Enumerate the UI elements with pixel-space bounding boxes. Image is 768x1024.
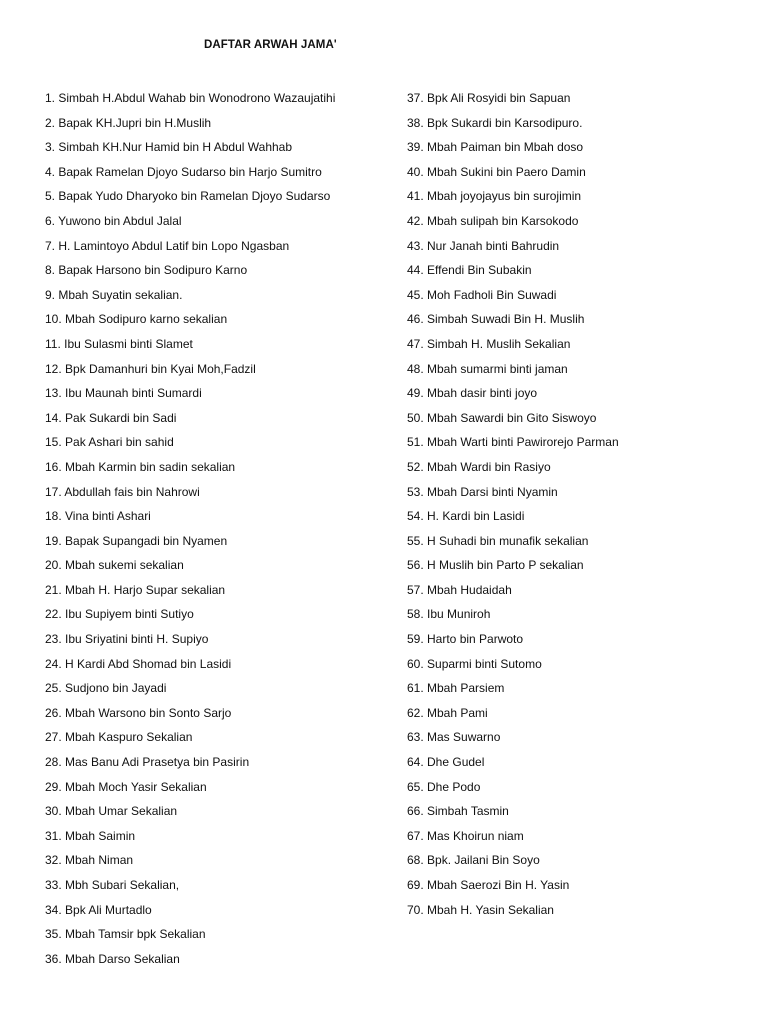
list-item: 41. Mbah joyojayus bin surojimin	[407, 189, 582, 204]
list-item: 46. Simbah Suwadi Bin H. Muslih	[407, 312, 585, 327]
list-item: 1. Simbah H.Abdul Wahab bin Wonodrono Wazaujatihi	[45, 91, 336, 105]
list-item: 57. Mbah Hudaidah	[407, 582, 512, 597]
list-item: 50. Mbah Sawardi bin Gito Siswoyo	[407, 410, 597, 425]
list-item: 68. Bpk. Jailani Bin Soyo	[407, 853, 540, 868]
left-name-list	[45, 86, 395, 971]
list-item: 3. Simbah KH.Nur Hamid bin H Abdul Wahhab	[45, 140, 293, 155]
list-item: 36. Mbah Darso Sekalian	[45, 951, 180, 966]
list-item: 58. Ibu Muniroh	[407, 607, 491, 622]
list-item: 9. Mbah Suyatin sekalian.	[45, 287, 183, 302]
list-item: 8. Bapak Harsono bin Sodipuro Karno	[45, 263, 248, 278]
list-item: 22. Ibu Supiyem binti Sutiyo	[45, 607, 194, 622]
list-item: 10. Mbah Sodipuro karno sekalian	[45, 312, 228, 327]
list-item: 54. H. Kardi bin Lasidi	[407, 509, 525, 524]
list-item: 33. Mbh Subari Sekalian,	[45, 878, 180, 892]
list-item: 63. Mas Suwarno	[407, 730, 501, 745]
list-item: 20. Mbah sukemi sekalian	[45, 558, 184, 573]
list-item: 44. Effendi Bin Subakin	[407, 263, 532, 278]
list-item: 29. Mbah Moch Yasir Sekalian	[45, 779, 207, 794]
list-item: 60. Suparmi binti Sutomo	[407, 656, 542, 671]
list-item: 13. Ibu Maunah binti Sumardi	[45, 386, 202, 401]
list-item: 70. Mbah H. Yasin Sekalian	[407, 902, 554, 917]
list-item: 45. Moh Fadholi Bin Suwadi	[407, 287, 557, 302]
list-item: 53. Mbah Darsi binti Nyamin	[407, 484, 558, 499]
list-item: 55. H Suhadi bin munafik sekalian	[407, 533, 589, 548]
right-name-list	[407, 86, 757, 922]
list-item: 35. Mbah Tamsir bpk Sekalian	[45, 927, 206, 942]
list-item: 15. Pak Ashari bin sahid	[45, 435, 174, 450]
list-item: 4. Bapak Ramelan Djoyo Sudarso bin Harjo Sumitro	[45, 164, 322, 179]
document-title: DAFTAR ARWAH JAMA'	[204, 39, 337, 51]
list-item: 67. Mas Khoirun niam	[407, 828, 524, 843]
list-item: 2. Bapak KH.Jupri bin H.Muslih	[45, 115, 212, 130]
list-item: 6. Yuwono bin Abdul Jalal	[45, 213, 182, 228]
list-item: 62. Mbah Pami	[407, 705, 488, 720]
list-item: 65. Dhe Podo	[407, 779, 481, 794]
list-item: 28. Mas Banu Adi Prasetya bin Pasirin	[45, 755, 250, 770]
list-item: 47. Simbah H. Muslih Sekalian	[407, 336, 571, 351]
list-item: 7. H. Lamintoyo Abdul Latif bin Lopo Ngasban	[45, 238, 290, 253]
list-item: 66. Simbah Tasmin	[407, 804, 509, 819]
list-item: 37. Bpk Ali Rosyidi bin Sapuan	[407, 91, 571, 105]
list-item: 16. Mbah Karmin bin sadin sekalian	[45, 459, 236, 474]
list-item: 52. Mbah Wardi bin Rasiyo	[407, 459, 551, 474]
list-item: 17. Abdullah fais bin Nahrowi	[45, 484, 200, 499]
list-item: 5. Bapak Yudo Dharyoko bin Ramelan Djoyo Sudarso	[45, 189, 331, 204]
list-item: 25. Sudjono bin Jayadi	[45, 681, 167, 696]
list-item: 11. Ibu Sulasmi binti Slamet	[45, 336, 193, 351]
list-item: 30. Mbah Umar Sekalian	[45, 804, 178, 819]
list-item: 48. Mbah sumarmi binti jaman	[407, 361, 568, 376]
list-item: 39. Mbah Paiman bin Mbah doso	[407, 140, 584, 155]
list-item: 42. Mbah sulipah bin Karsokodo	[407, 213, 579, 228]
list-item: 23. Ibu Sriyatini binti H. Supiyo	[45, 632, 209, 647]
list-item: 32. Mbah Niman	[45, 853, 134, 868]
list-item: 51. Mbah Warti binti Pawirorejo Parman	[407, 435, 619, 450]
list-item: 34. Bpk Ali Murtadlo	[45, 902, 152, 917]
list-item: 26. Mbah Warsono bin Sonto Sarjo	[45, 705, 232, 720]
list-item: 59. Harto bin Parwoto	[407, 632, 524, 647]
list-item: 12. Bpk Damanhuri bin Kyai Moh,Fadzil	[45, 361, 256, 376]
list-item: 31. Mbah Saimin	[45, 828, 136, 843]
list-item: 38. Bpk Sukardi bin Karsodipuro.	[407, 115, 583, 130]
list-item: 49. Mbah dasir binti joyo	[407, 386, 538, 401]
list-item: 40. Mbah Sukini bin Paero Damin	[407, 164, 586, 179]
list-item: 14. Pak Sukardi bin Sadi	[45, 410, 177, 425]
list-item: 18. Vina binti Ashari	[45, 509, 151, 524]
list-item: 43. Nur Janah binti Bahrudin	[407, 238, 560, 253]
list-item: 21. Mbah H. Harjo Supar sekalian	[45, 582, 226, 597]
list-item: 64. Dhe Gudel	[407, 755, 485, 770]
list-item: 69. Mbah Saerozi Bin H. Yasin	[407, 878, 570, 892]
list-item: 19. Bapak Supangadi bin Nyamen	[45, 533, 228, 548]
list-item: 27. Mbah Kaspuro Sekalian	[45, 730, 193, 745]
list-item: 24. H Kardi Abd Shomad bin Lasidi	[45, 656, 232, 671]
list-item: 61. Mbah Parsiem	[407, 681, 505, 696]
list-item: 56. H Muslih bin Parto P sekalian	[407, 558, 584, 573]
